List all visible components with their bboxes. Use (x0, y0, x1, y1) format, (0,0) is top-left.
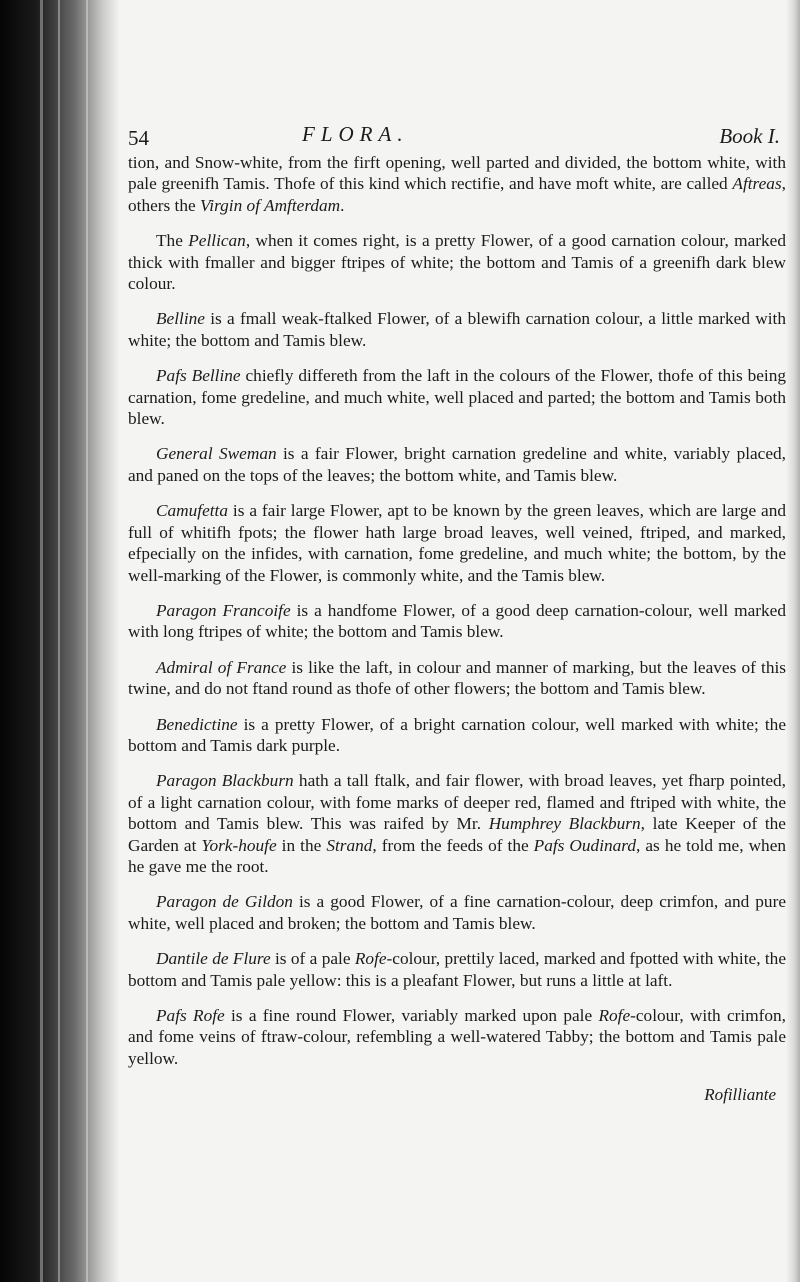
paragraph-continuation: tion, and Snow-white, from the firft opening, well parted and divided, the bottom white, with pale greenifh Tamis. Thofe of this kind which rectifie, and have moft white, are called Aftreas, others the Virgin of Amfterdam. (128, 153, 786, 215)
paragraph-benedictine: Benedictine is a pretty Flower, of a bright carnation colour, well marked with white; the bottom and Tamis dark purple. (128, 714, 786, 755)
catchword: Rofilliante (704, 1085, 776, 1105)
paragraph-belline: Belline is a fmall weak-ftalked Flower, of a blewifh carnation colour, a little marked with white; the bottom and Tamis blew. (128, 309, 786, 350)
paragraph-pass-belline: Pafs Belline chiefly differeth from the laft in the colours of the Flower, thofe of this being carnation, fome gredeline, and much white, well placed and parted; the bottom and Tamis both blew. (128, 366, 786, 429)
paragraph-paragon-blackburn: Paragon Blackburn hath a tall ftalk, and fair flower, with broad leaves, yet fharp pointed, of a light carnation colour, with fome marks of deeper red, flamed and ftriped with white, the bottom and Tamis blew. This was raifed by Mr. Humphrey Blackburn, late Keeper of the Garden at York-houfe in the Strand, from the feeds of the Pafs Oudinard, as he told me, when he gave me the root. (128, 771, 787, 876)
book-page (128, 120, 786, 1105)
paragraph-admiral-of-france: Admiral of France is like the laft, in colour and manner of marking, but the leaves of this twine, and do not ftand round as thofe of other flowers; the bottom and Tamis blew. (128, 657, 786, 699)
paragraph-paragon-de-gildon: Paragon de Gildon is a good Flower, of a fine carnation-colour, deep crimfon, and pure white, well placed and broken; the bottom and Tamis blew. (128, 892, 786, 933)
book-reference: Book I. (719, 124, 780, 148)
paragraph-dantile-de-flure: Dantile de Flure is of a pale Rofe-colour, prettily laced, marked and fpotted with white, the bottom and Tamis pale yellow: this is a pleafant Flower, but runs a little at laft. (128, 949, 786, 990)
running-title: FLORA. (302, 122, 409, 146)
page-header (128, 120, 786, 152)
book-gutter-shadow (0, 0, 120, 1282)
paragraph-camufetta: Camufetta is a fair large Flower, apt to be known by the green leaves, which are large and full of whitifh fpots; the flower hath large broad leaves, well veined, ftriped, and marked, efpecially on the infides, with carnation, fome gredeline, and much white; the bottom, by the well-marking of the Flower, is commonly white, and the Tamis blew. (128, 501, 786, 585)
paragraph-pellican: The Pellican, when it comes right, is a pretty Flower, of a good carnation colour, marked thick with fmaller and bigger ftripes of white; the bottom and Tamis of a greenifh dark blew colour. (128, 231, 786, 294)
page-number: 54 (128, 126, 149, 150)
paragraph-pass-rose: Pafs Rofe is a fine round Flower, variably marked upon pale Rofe-colour, with crimfon, and fome veins of ftraw-colour, refembling a well-watered Tabby; the bottom and Tamis pale yellow. (128, 1006, 787, 1068)
page-edge-shadow (786, 0, 800, 1282)
paragraph-general-sweman: General Sweman is a fair Flower, bright carnation gredeline and white, variably placed, and paned on the tops of the leaves; the bottom white, and Tamis blew. (128, 444, 786, 485)
paragraph-paragon-francoise: Paragon Francoife is a handfome Flower, of a good deep carnation-colour, well marked with long ftripes of white; the bottom and Tamis blew. (128, 600, 786, 642)
